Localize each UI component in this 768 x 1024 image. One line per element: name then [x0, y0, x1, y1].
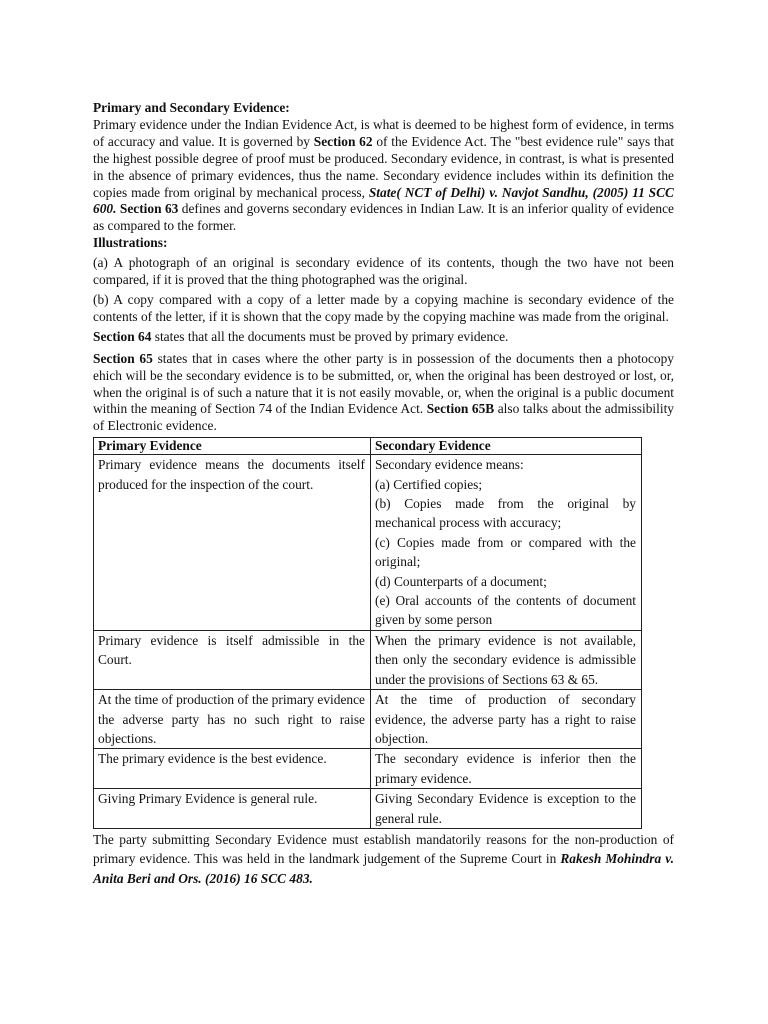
closing-paragraph: [93, 830, 674, 888]
cell-primary: Primary evidence means the documents itself produced for the inspection of the court.: [94, 455, 371, 631]
secondary-item: (d) Counterparts of a document;: [375, 573, 547, 589]
header-primary: Primary Evidence: [94, 438, 371, 455]
cell-secondary: The secondary evidence is inferior then the primary evidence.: [371, 749, 642, 789]
section-63-ref: Section 63: [119, 201, 179, 217]
secondary-item: (e) Oral accounts of the contents of document given by some person: [375, 593, 636, 628]
illustration-b: (b) A copy compared with a copy of a letter made by a copying machine is secondary evidence of the contents of the letter, if it is shown that the copy made by the copying machine was made from the original.: [93, 291, 674, 324]
table-row: [94, 749, 642, 789]
secondary-item: (a) Certified copies;: [375, 476, 483, 492]
cell-primary: Primary evidence is itself admissible in the Court.: [94, 630, 371, 689]
cell-primary: At the time of production of the primary evidence the adverse party has no such right to raise objections.: [94, 690, 371, 749]
illustration-a: (a) A photograph of an original is secondary evidence of its contents, though the two have not been compared, if it is proved that the thing photographed was the original.: [93, 255, 674, 288]
cell-primary: Giving Primary Evidence is general rule.: [94, 789, 371, 829]
section-65-ref: Section 65: [93, 350, 153, 366]
cell-secondary: [371, 455, 642, 631]
illustrations-heading: Illustrations:: [93, 235, 168, 251]
section-64-text: states that all the documents must be proved by primary evidence.: [151, 328, 509, 344]
section-64-ref: Section 64: [93, 328, 152, 344]
secondary-item: (c) Copies made from or compared with the original;: [375, 534, 636, 570]
section-65-paragraph: [93, 351, 674, 436]
cell-secondary: When the primary evidence is not available, then only the secondary evidence is admissible under the provisions of Sections 63 & 65.: [371, 630, 642, 689]
section-title: Primary and Secondary Evidence:: [93, 100, 290, 115]
table-row: [94, 789, 642, 829]
cell-primary: The primary evidence is the best evidence.: [94, 749, 371, 789]
intro-text-3: defines and governs secondary evidences in Indian Law. It is an inferior quality of evidence as compared to the former.: [93, 201, 674, 234]
secondary-item: (b) Copies made from the original by mechanical process with accuracy;: [375, 496, 636, 531]
cell-secondary: At the time of production of secondary evidence, the adverse party has a right to raise objection.: [371, 690, 642, 749]
cell-secondary: Giving Secondary Evidence is exception to the general rule.: [371, 789, 642, 829]
section-65b-ref: Section 65B: [426, 401, 495, 417]
case-citation-rakesh-mohindra: Rakesh Mohindra v. Anita Beri and Ors. (2016) 16 SCC 483.: [93, 851, 674, 886]
secondary-intro: Secondary evidence means:: [375, 457, 524, 473]
table-row: [94, 455, 642, 631]
header-secondary: Secondary Evidence: [371, 438, 642, 455]
table-header-row: [94, 438, 642, 455]
case-citation-navjot-sandhu: State( NCT of Delhi) v. Navjot Sandhu, (2005) 11 SCC 600.: [93, 184, 674, 217]
intro-text-2: of the Evidence Act. The "best evidence rule" says that the highest possible degree of proof must be produced. Secondary evidence, in contrast, is what is presented in the absence of primary evidences, thus the name. Secondary evidence includes within its definition the copies made from original by mechanical process,: [93, 133, 674, 200]
section-65-text: states that in cases where the other party is in possession of the documents then a photocopy ehich will be the secondary evidence is to be submitted, or, when the original has been destroyed or lost, or, when the original is of such a nature that it is not easily movable, or, when the original is a public document within the meaning of Section 74 of the Indian Evidence Act.: [93, 350, 674, 417]
intro-text-1: Primary evidence under the Indian Evidence Act, is what is deemed to be highest form of evidence, in terms of accuracy and value. It is governed by: [93, 116, 674, 149]
table-row: [94, 630, 642, 689]
section-64-paragraph: [93, 329, 674, 346]
document-page: [93, 100, 674, 888]
comparison-table: [93, 437, 642, 829]
closing-text: The party submitting Secondary Evidence must establish mandatorily reasons for the non-production of primary evidence. This was held in the landmark judgement of the Supreme Court in: [93, 831, 674, 867]
section-62-ref: Section 62: [313, 133, 373, 149]
section-65b-text: also talks about the admissibility of Electronic evidence.: [93, 401, 674, 434]
table-row: [94, 690, 642, 749]
intro-paragraph: [93, 117, 674, 235]
